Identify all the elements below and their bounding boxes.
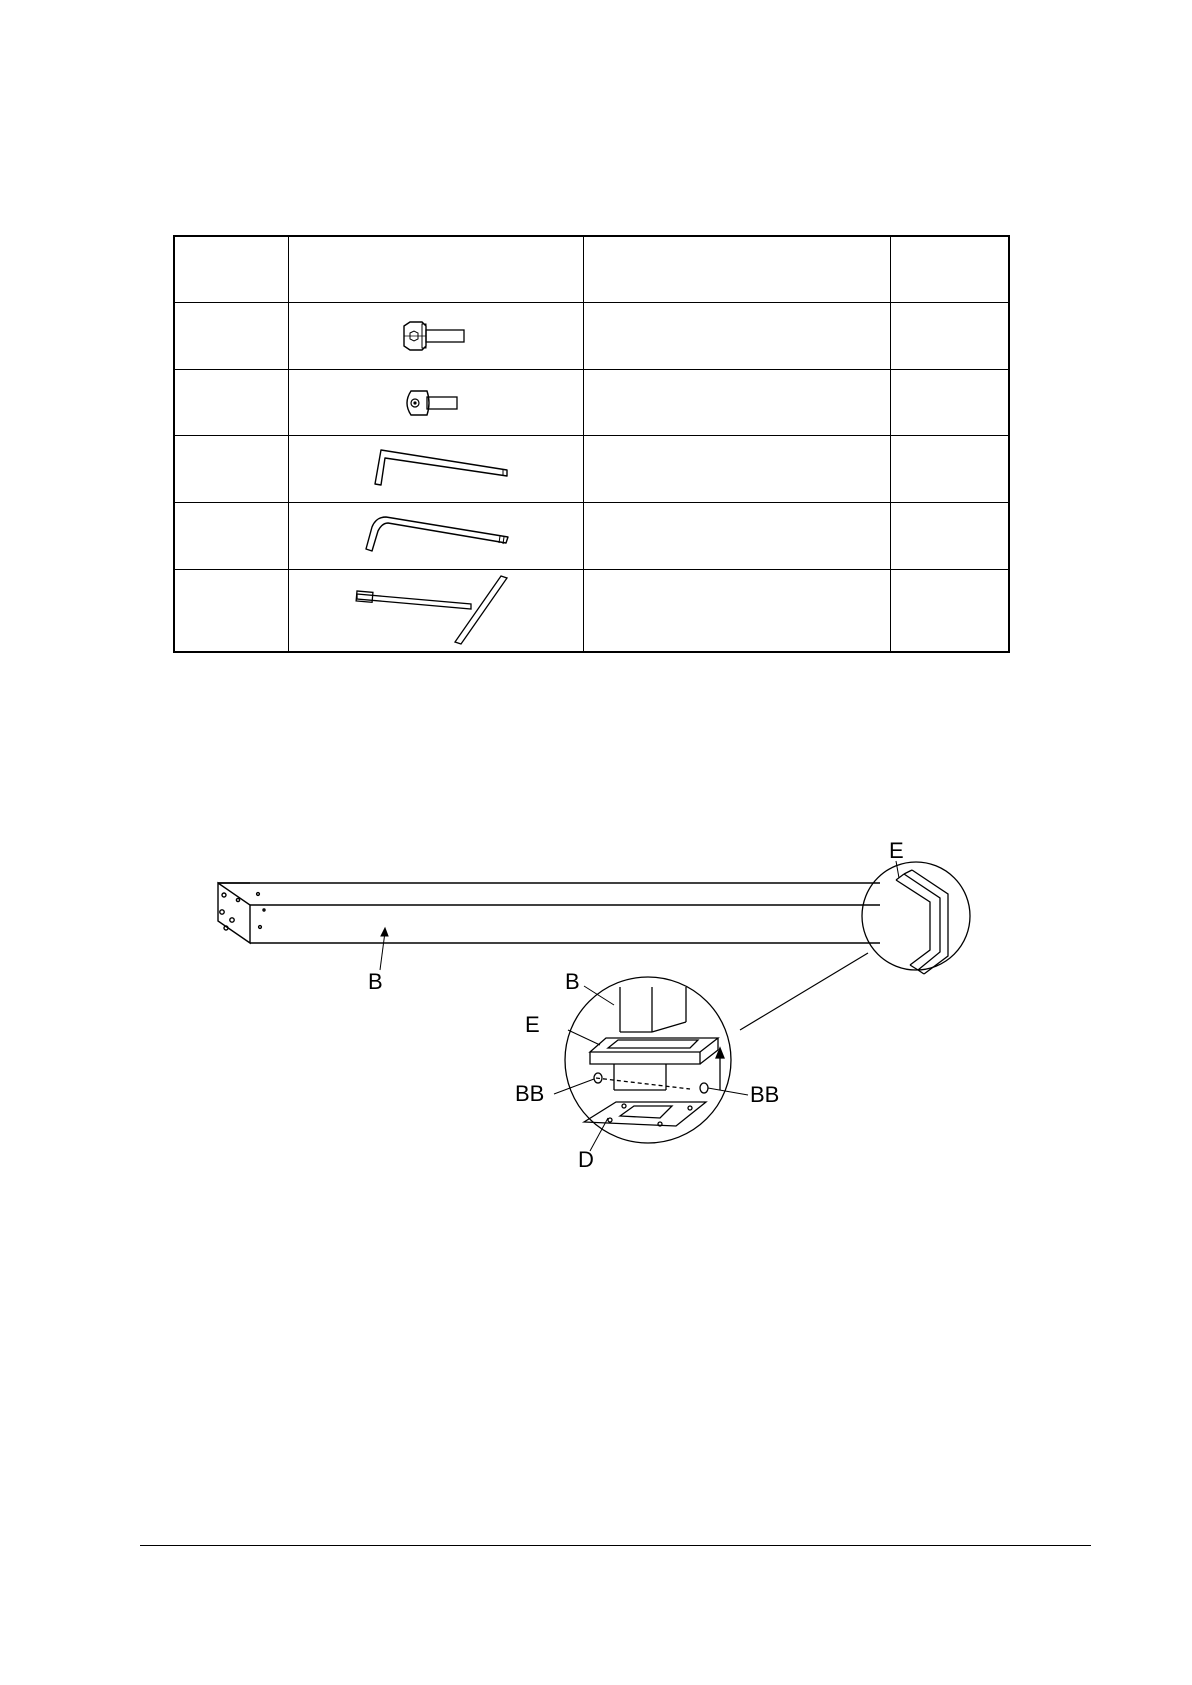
- row-image: [289, 569, 584, 652]
- row-ref: [174, 303, 289, 370]
- label-screw-bb-right: BB: [750, 1082, 780, 1107]
- row-description: [583, 503, 890, 570]
- hardware-table: [173, 235, 1010, 653]
- label-cap-e-top: E: [889, 838, 904, 863]
- table-row: [174, 569, 1009, 652]
- header-ref: [174, 236, 289, 303]
- label-detail-cap-e: E: [525, 1012, 540, 1037]
- row-description: [583, 303, 890, 370]
- base-detail: [565, 977, 731, 1143]
- row-image: [289, 436, 584, 503]
- row-image: [289, 303, 584, 370]
- hex-flange-bolt-icon: [396, 318, 476, 354]
- row-image: [289, 503, 584, 570]
- post-drawing: [218, 883, 880, 943]
- row-image: [289, 369, 584, 436]
- ball-end-allen-key-icon: [356, 513, 516, 559]
- table-row: [174, 503, 1009, 570]
- row-qty: [890, 369, 1009, 436]
- header-description: [583, 236, 890, 303]
- row-qty: [890, 303, 1009, 370]
- footer-rule: [140, 1545, 1091, 1546]
- label-post-b: B: [368, 969, 383, 994]
- header-qty: [890, 236, 1009, 303]
- button-head-screw-icon: [401, 385, 471, 421]
- row-qty: [890, 569, 1009, 652]
- row-ref: [174, 369, 289, 436]
- table-header-row: [174, 236, 1009, 303]
- row-description: [583, 569, 890, 652]
- label-screw-bb-left: BB: [515, 1081, 545, 1106]
- row-ref: [174, 503, 289, 570]
- label-base-plate-d: D: [578, 1147, 594, 1172]
- header-image: [289, 236, 584, 303]
- cap-detail: [862, 862, 970, 974]
- label-detail-post-b: B: [565, 969, 580, 994]
- row-qty: [890, 436, 1009, 503]
- row-ref: [174, 436, 289, 503]
- row-qty: [890, 503, 1009, 570]
- assembly-diagram: [0, 790, 1192, 1190]
- row-ref: [174, 569, 289, 652]
- row-description: [583, 369, 890, 436]
- table-row: [174, 369, 1009, 436]
- table-row: [174, 436, 1009, 503]
- row-description: [583, 436, 890, 503]
- table-row: [174, 303, 1009, 370]
- long-allen-key-icon: [361, 446, 511, 492]
- t-handle-wrench-icon: [351, 574, 521, 646]
